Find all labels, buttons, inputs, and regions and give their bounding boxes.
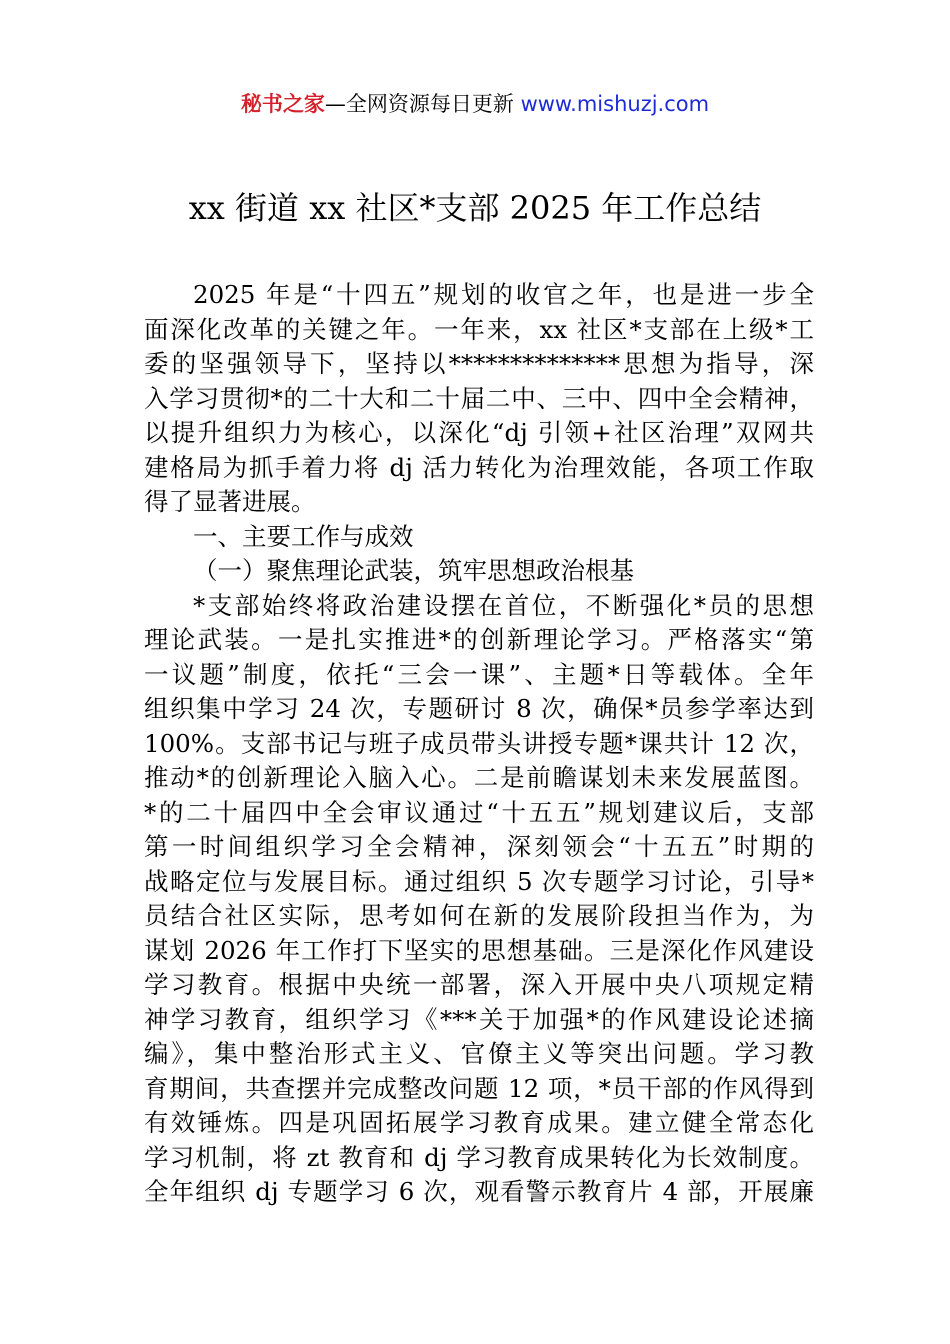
paragraph-line: *的二十届四中全会审议通过“十五五”规划建议后，支部	[144, 797, 814, 827]
paragraph-line: *支部始终将政治建设摆在首位，不断强化*员的思想	[193, 590, 814, 620]
paragraph-line: 学习教育。根据中央统一部署，深入开展中央八项规定精	[144, 970, 814, 999]
paragraph-line: 战略定位与发展目标。通过组织 5 次专题学习讨论，引导*	[144, 866, 814, 896]
paragraph-line: 以提升组织力为核心，以深化“dj 引领+社区治理”双网共	[144, 418, 814, 447]
site-brand: 秘书之家	[240, 92, 325, 116]
paragraph-line: 面深化改革的关键之年。一年来，xx 社区*支部在上级*工	[144, 314, 814, 344]
paragraph-line: 100%。支部书记与班子成员带头讲授专题*课共计 12 次，	[144, 728, 814, 758]
paragraph-line: 一议题”制度，依托“三会一课”、主题*日等载体。全年	[144, 659, 814, 689]
paragraph-line: 谋划 2026 年工作打下坚实的思想基础。三是深化作风建设	[144, 935, 814, 965]
paragraph-line: 编》，集中整治形式主义、官僚主义等突出问题。学习教	[144, 1039, 814, 1068]
paragraph-line: 委的坚强领导下，坚持以**************思想为指导，深	[144, 349, 814, 378]
paragraph-line: 学习机制，将 zt 教育和 dj 学习教育成果转化为长效制度。	[144, 1142, 814, 1172]
site-header	[0, 88, 950, 120]
paragraph-line: 2025 年是“十四五”规划的收官之年，也是进一步全	[193, 280, 814, 309]
section-heading: 一、主要工作与成效	[193, 521, 414, 551]
paragraph-line: 有效锤炼。四是巩固拓展学习教育成果。建立健全常态化	[144, 1108, 814, 1137]
paragraph-line: 建格局为抓手着力将 dj 活力转化为治理效能，各项工作取	[144, 452, 814, 482]
paragraph-line: 员结合社区实际，思考如何在新的发展阶段担当作为，为	[144, 901, 814, 930]
paragraph-line: 入学习贯彻*的二十大和二十届二中、三中、四中全会精神，	[144, 383, 814, 413]
site-url-link[interactable]: www.mishuzj.com	[520, 92, 710, 116]
paragraph-line: 理论武装。一是扎实推进*的创新理论学习。严格落实“第	[144, 625, 814, 654]
paragraph-line: 神学习教育，组织学习《***关于加强*的作风建设论述摘	[144, 1004, 814, 1034]
subsection-heading: （一）聚焦理论武装，筑牢思想政治根基	[193, 556, 634, 585]
paragraph-line: 全年组织 dj 专题学习 6 次，观看警示教育片 4 部，开展廉	[144, 1177, 814, 1206]
paragraph-line: 推动*的创新理论入脑入心。二是前瞻谋划未来发展蓝图。	[144, 763, 814, 792]
document-body	[144, 278, 814, 1210]
paragraph-line: 第一时间组织学习全会精神，深刻领会“十五五”时期的	[144, 832, 814, 861]
paragraph-line: 组织集中学习 24 次，专题研讨 8 次，确保*员参学率达到	[144, 694, 814, 723]
paragraph-line: 得了显著进展。	[144, 487, 316, 516]
site-tagline: —全网资源每日更新	[324, 92, 521, 116]
paragraph-line: 育期间，共查摆并完成整改问题 12 项，*员干部的作风得到	[144, 1073, 814, 1103]
document-title: xx 街道 xx 社区*支部 2025 年工作总结	[188, 189, 762, 227]
